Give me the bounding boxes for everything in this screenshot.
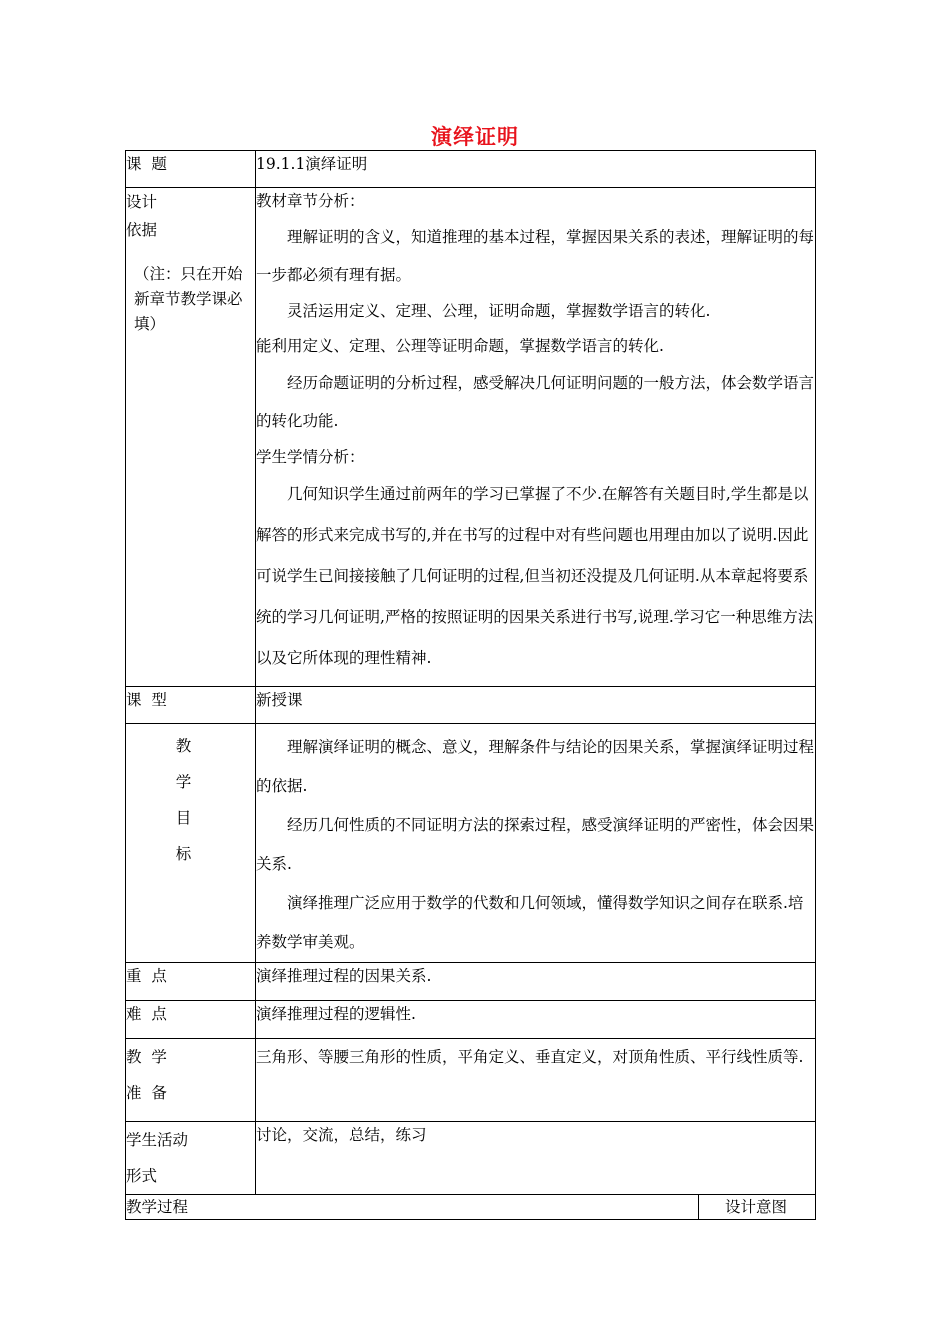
teaching-prep-label-cell: [126, 1039, 256, 1122]
section-student-analysis: 学生学情分析：: [256, 448, 365, 466]
student-activity-label-2: 形式: [126, 1167, 158, 1185]
row-key-point: [126, 963, 816, 1001]
row-design-basis: [126, 188, 816, 687]
goal-1: 理解演绎证明的概念、意义，理解条件与结论的因果关系，掌握演绎证明过程的依据.: [256, 738, 815, 795]
key-point-label: 重 点: [126, 963, 256, 1001]
design-intent-label: 设计意图: [699, 1195, 816, 1220]
difficulty-value: 演绎推理过程的逻辑性.: [256, 1001, 816, 1039]
section-textbook-analysis: 教材章节分析：: [256, 192, 365, 210]
row-topic: [126, 151, 816, 188]
teaching-goals-label-cell: [126, 724, 256, 963]
design-basis-label-1: 设计: [126, 193, 158, 211]
teaching-prep-value: 三角形、等腰三角形的性质，平角定义、垂直定义，对顶角性质、平行线性质等.: [256, 1039, 816, 1122]
basis-paragraph-4: 经历命题证明的分析过程，感受解决几何证明问题的一般方法，体会数学语言的转化功能.: [256, 374, 815, 430]
goal-2: 经历几何性质的不同证明方法的探索过程，感受演绎证明的严密性，体会因果关系.: [256, 816, 815, 873]
goals-label-char-3: 目: [175, 809, 192, 827]
row-teaching-prep: [126, 1039, 816, 1122]
topic-value: 19.1.1演绎证明: [256, 151, 816, 188]
row-student-activity: [126, 1122, 816, 1195]
row-lesson-type: [126, 687, 816, 724]
basis-paragraph-3: 能利用定义、定理、公理等证明命题，掌握数学语言的转化.: [256, 337, 664, 355]
lesson-plan-table: [125, 150, 816, 1220]
design-basis-note: （注：只在开始新章节教学课必填）: [134, 265, 243, 333]
student-activity-value: 讨论，交流，总结，练习: [256, 1122, 816, 1195]
row-difficulty: [126, 1001, 816, 1039]
goal-3: 演绎推理广泛应用于数学的代数和几何领域，懂得数学知识之间存在联系.培养数学审美观。: [256, 894, 804, 951]
goals-label-char-4: 标: [175, 845, 192, 863]
row-teaching-process-header: [126, 1195, 816, 1220]
design-basis-label-cell: [126, 188, 256, 687]
lesson-type-value: 新授课: [256, 687, 816, 724]
topic-label: 课 题: [126, 151, 256, 188]
teaching-process-label: 教学过程: [126, 1195, 699, 1220]
difficulty-label: 难 点: [126, 1001, 256, 1039]
goals-label-char-2: 学: [175, 773, 192, 791]
teaching-prep-label-2: 准 备: [126, 1084, 167, 1102]
document-title: 演绎证明: [431, 125, 519, 149]
teaching-goals-content: [256, 724, 816, 963]
design-basis-label-2: 依据: [126, 221, 158, 239]
goals-label-char-1: 教: [175, 737, 192, 755]
design-basis-content: [256, 188, 816, 687]
basis-paragraph-1: 理解证明的含义，知道推理的基本过程，掌握因果关系的表述，理解证明的每一步都必须有理有据。: [256, 228, 815, 284]
basis-paragraph-2: 灵活运用定义、定理、公理，证明命题，掌握数学语言的转化.: [287, 302, 711, 320]
key-point-value: 演绎推理过程的因果关系.: [256, 963, 816, 1001]
teaching-prep-label-1: 教 学: [126, 1048, 167, 1066]
student-activity-label-cell: [126, 1122, 256, 1195]
basis-paragraph-5: 几何知识学生通过前两年的学习已掌握了不少.在解答有关题目时,学生都是以解答的形式来完成书写的,并在书写的过程中对有些问题也用理由加以了说明.因此可说学生已间接接触了几何证明的过程,但当初还没提及几何证明.从本章起将要系统的学习几何证明,严格的按照证明的因果关系进行书写,说理.学习它一种思维方法以及它所体现的理性精神.: [256, 485, 814, 667]
lesson-type-label: 课 型: [126, 687, 256, 724]
student-activity-label-1: 学生活动: [126, 1131, 189, 1149]
row-teaching-goals: [126, 724, 816, 963]
